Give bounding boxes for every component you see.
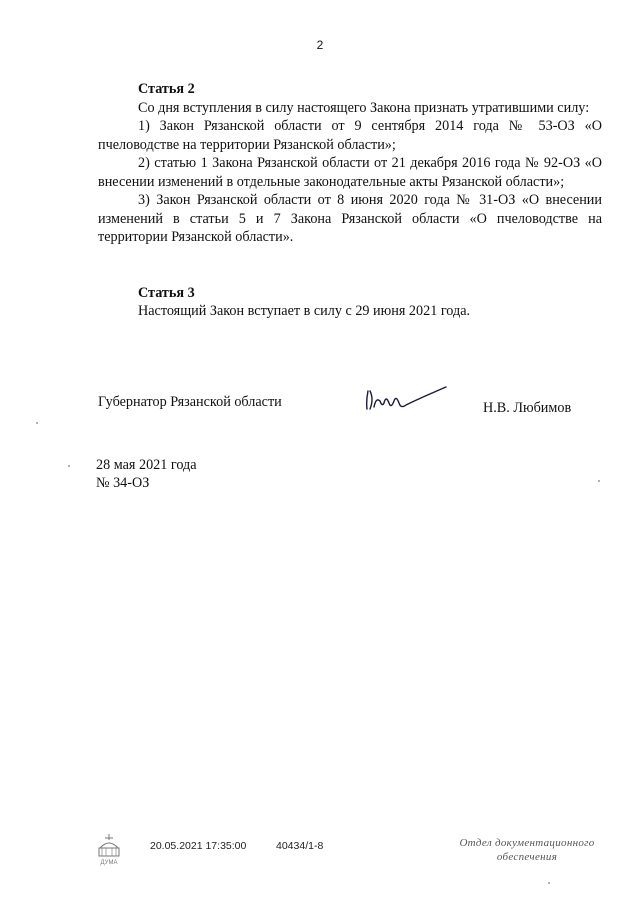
governor-title: Губернатор Рязанской области — [98, 394, 282, 410]
law-number: № 34-ОЗ — [96, 475, 150, 491]
scan-speck — [548, 882, 550, 884]
article2-intro: Со дня вступления в силу настоящего Закона признать утратившими силу: — [138, 99, 590, 116]
duma-logo-icon — [94, 832, 124, 866]
article2-item3: 3) Закон Рязанской области от 8 июня 2020 года № 31-ОЗ «О внесении изменений в статьи 5 и 7 Закона Рязанской области «О пчеловодстве на территории Рязанской области». — [98, 192, 602, 245]
article3-text: Настоящий Закон вступает в силу с 29 июня 2021 года. — [138, 303, 471, 319]
stamp-line-2: обеспечения — [496, 851, 558, 863]
governor-name: Н.В. Любимов — [483, 400, 572, 416]
handwritten-signature — [356, 379, 456, 419]
svg-text:ДУМА: ДУМА — [100, 860, 118, 866]
date-block — [96, 456, 197, 492]
footer-timestamp: 20.05.2021 17:35:00 — [150, 840, 247, 852]
footer — [0, 832, 640, 882]
stamp-line-1: Отдел документационного — [459, 837, 595, 849]
article2-item2: 2) статью 1 Закона Рязанской области от 21 декабря 2016 года № 92-ОЗ «О внесении изменений в отдельные законодательные акты Рязанской области»; — [98, 155, 602, 190]
footer-reg-number: 40434/1-8 — [276, 840, 324, 852]
law-date: 28 мая 2021 года — [96, 457, 197, 473]
page-number: 2 — [316, 38, 324, 52]
scan-speck — [598, 480, 600, 482]
scan-speck — [36, 422, 38, 424]
document-body — [98, 80, 602, 321]
article3-heading: Статья 3 — [138, 284, 195, 301]
department-stamp — [452, 836, 602, 864]
article2-item1: 1) Закон Рязанской области от 9 сентября 2014 года № 53-ОЗ «О пчеловодстве на территории Рязанской области»; — [98, 118, 602, 153]
article2-heading: Статья 2 — [138, 81, 195, 97]
scan-speck — [68, 465, 70, 467]
